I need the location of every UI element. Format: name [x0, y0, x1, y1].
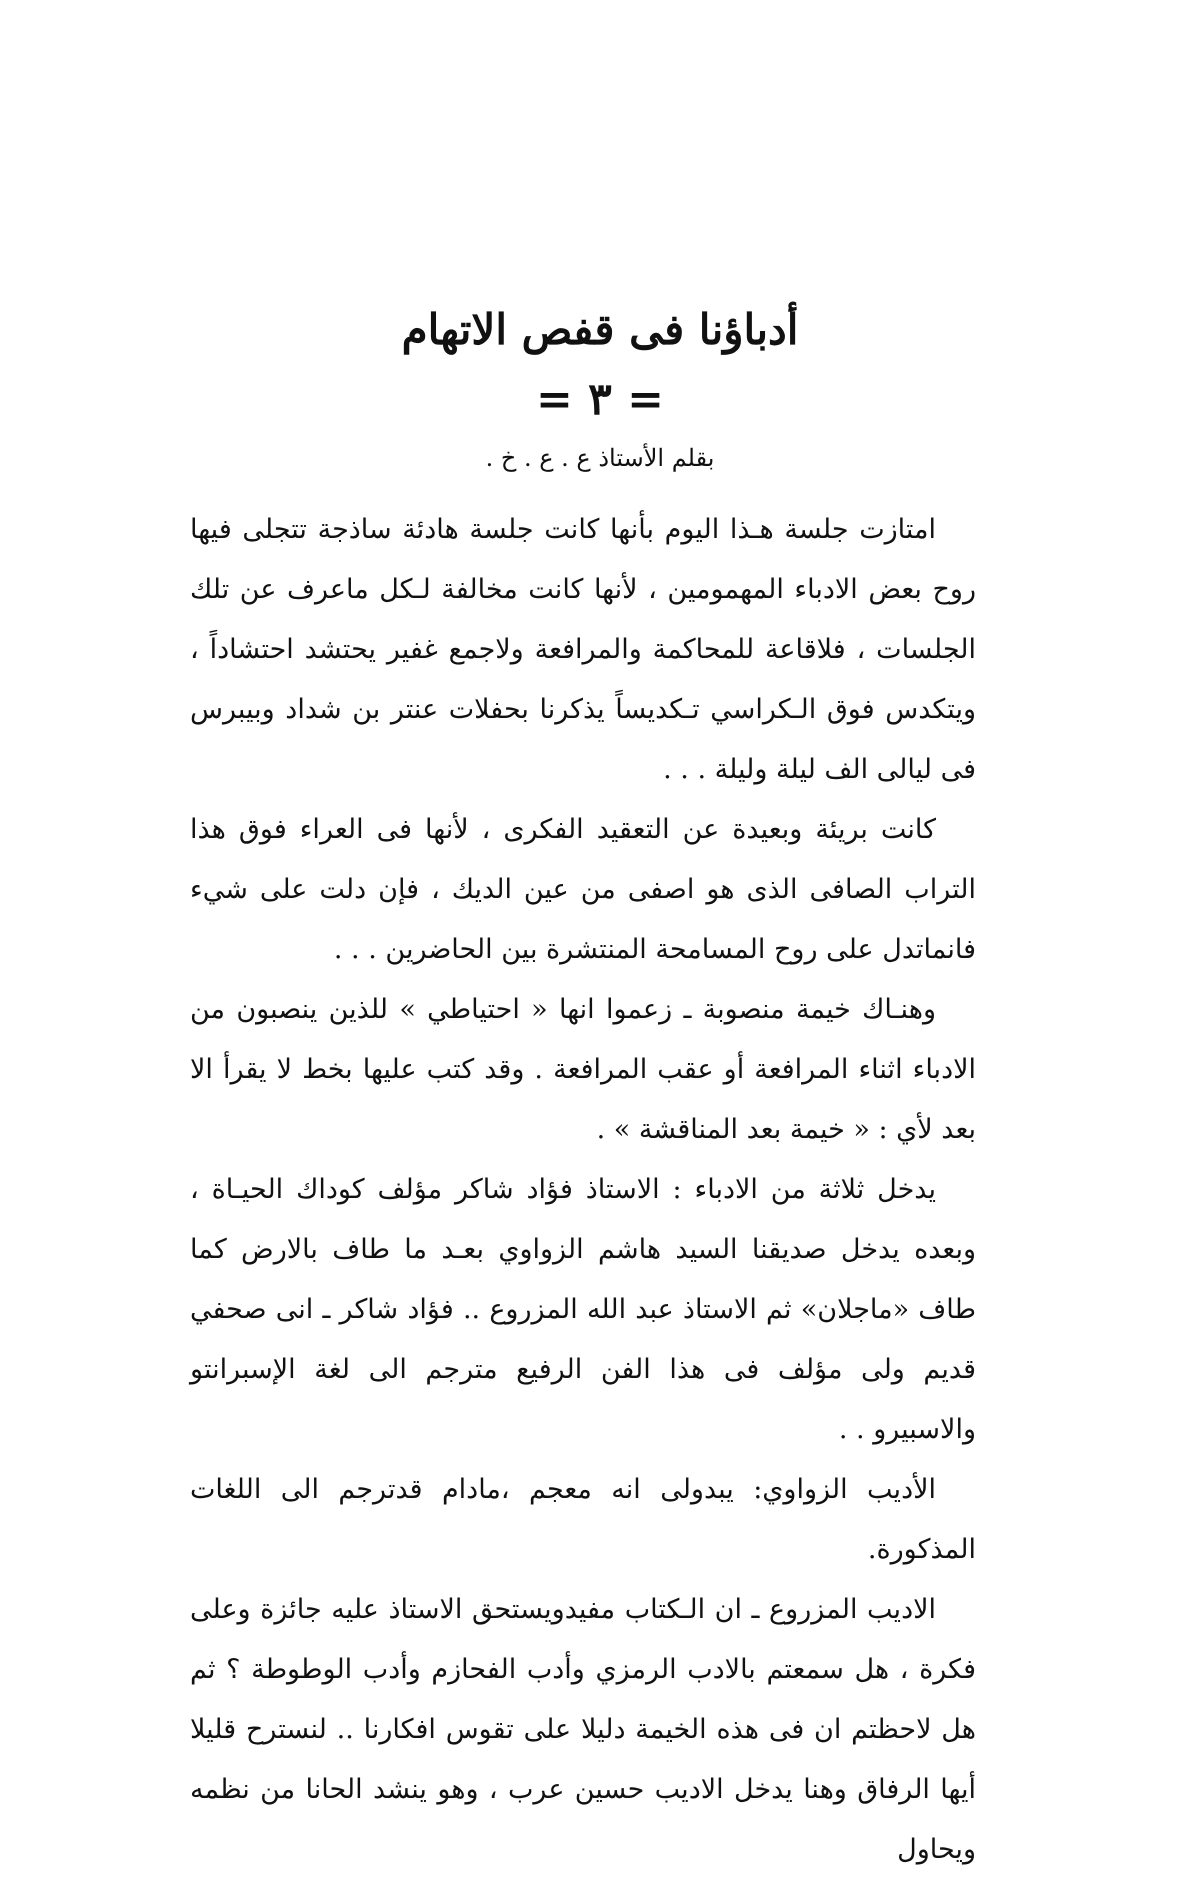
paragraph: وهنـاك خيمة منصوبة ـ زعموا انها « احتياطي » للذين ينصبون من الادباء اثناء المرافعة أو عقب المرافعة . وقد كتب عليها بخط لا يقرأ الا بعد لأي : « خيمة بعد المناقشة » .: [190, 994, 976, 1145]
paragraph: امتازت جلسة هـذا اليوم بأنها كانت جلسة هادئة ساذجة تتجلى فيها روح بعض الادباء المهمومين ، لأنها كانت مخالفة لـكل ماعرف عن تلك الجلسات ، فلاقاعة للمحاكمة والمرافعة ولاجمع غفير يحتشد احتشاداً ، ويتكدس فوق الـكراسي تـكديساً يذكرنا بحفلات عنتر بن شداد وبيبرس فى ليالى الف ليلة وليلة . . .: [190, 514, 976, 785]
paragraph: كانت بريئة وبعيدة عن التعقيد الفكرى ، لأنها فى العراء فوق هذا التراب الصافى الذى هو اصفى من عين الديك ، فإن دلت على شيء فانماتدل على روح المسامحة المنتشرة بين الحاضرين . . .: [190, 814, 976, 965]
paragraph: يدخل ثلاثة من الادباء : الاستاذ فؤاد شاكر مؤلف كوداك الحيـاة ، وبعده يدخل صديقنا السيد هاشم الزواوي بعـد ما طاف بالارض كما طاف «ماجلان» ثم الاستاذ عبد الله المزروع .. فؤاد شاكر ـ انى صحفي قديم ولى مؤلف فى هذا الفن الرفيع مترجم الى لغة الإسبرانتو والاسبيرو . .: [190, 1174, 976, 1445]
paragraph: الاديب المزروع ـ ان الـكتاب مفيدويستحق الاستاذ عليه جائزة وعلى فكرة ، هل سمعتم بالادب الرمزي وأدب الفحازم وأدب الوطوطة ؟ ثم هل لاحظتم ان فى هذه الخيمة دليلا على تقوس افكارنا .. لنسترح قليلا أيها الرفاق وهنا يدخل الاديب حسين عرب ، وهو ينشد الحانا من نظمه ويحاول: [190, 1594, 976, 1865]
paragraph: الأديب الزواوي: يبدولى انه معجم ،مادام قدترجم الى اللغات المذكورة.: [190, 1474, 976, 1565]
article-byline: بقلم الأستاذ ع . ع . خ .: [485, 444, 715, 472]
article-part-number: = ٣ =: [535, 374, 664, 425]
article-body: [190, 500, 976, 1880]
article-title: أدباؤنا فى قفص الاتهام: [401, 305, 799, 354]
